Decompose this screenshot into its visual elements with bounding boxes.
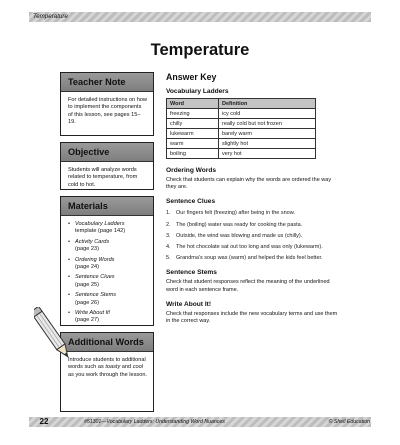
ordering-words-heading: Ordering Words (166, 167, 217, 174)
word-cell: chilly (167, 119, 219, 129)
sentence-stems-section (166, 269, 342, 293)
definition-cell: barely warm (219, 129, 316, 139)
sentence-stems-text: Check that student responses reflect the meaning of the underlined word in each sentence frame. (166, 279, 330, 293)
write-about-it-section (166, 301, 342, 325)
table-row (167, 119, 316, 129)
page-title: Temperature (150, 41, 250, 59)
page-number: 22 (39, 417, 49, 426)
word-cell: warm (167, 139, 219, 149)
materials-heading: Materials (61, 197, 153, 216)
materials-list (68, 221, 147, 325)
list-item: 4. The hot chocolate sat out too long and was only (lukewarm). (166, 244, 323, 251)
table-row (167, 109, 316, 119)
additional-words-box (60, 332, 154, 412)
write-about-it-text: Check that responses include the new vocabulary terms and use them in the correct way. (166, 310, 338, 325)
word-cell: freezing (167, 109, 219, 119)
objective-text: Students will analyze words related to temperature, from cold to hot. (68, 167, 138, 188)
write-about-it-heading: Write About It! (166, 300, 212, 308)
answer-key-heading: Answer Key (166, 72, 217, 82)
answer-key-section (166, 72, 342, 332)
column-header: Definition (219, 99, 316, 109)
definition-cell: slightly hot (219, 139, 316, 149)
definition-cell: really cold but not frozen (219, 119, 316, 129)
sidebar (60, 72, 154, 418)
additional-words-text: Introduce students to additional words such as toasty and cool as you work through the lesson. (68, 357, 147, 378)
definition-cell: very hot (219, 149, 316, 159)
list-item: 1. Our fingers felt (freezing) after being in the snow. (166, 210, 295, 217)
teacher-note-box (60, 72, 154, 136)
materials-box (60, 196, 154, 326)
vocab-table (166, 98, 316, 159)
table-row (167, 139, 316, 149)
objective-heading: Objective (61, 143, 153, 162)
definition-cell: icy cold (219, 109, 316, 119)
list-item: 5. Grandma's soup was (warm) and helped the kids feel better. (166, 255, 323, 262)
footer-credit: #51301—Vocabulary Ladders: Understanding Word Nuances (84, 419, 225, 425)
section-label: Temperature (33, 13, 68, 20)
materials-item: • Write About It! (page 27) (68, 310, 147, 325)
footer-publisher: © Shell Education (328, 419, 370, 425)
pencil-icon (34, 307, 74, 367)
ordering-words-text: Check that students can explain why the words are ordered the way they are. (166, 177, 332, 191)
table-row (167, 149, 316, 159)
word-cell: lukewarm (167, 129, 219, 139)
word-cell: boiling (167, 149, 219, 159)
column-header: Word (167, 99, 219, 109)
ordering-words-section (166, 167, 342, 191)
vocab-ladders-heading: Vocabulary Ladders (166, 88, 229, 95)
materials-item: • Sentence Stems (page 26) (68, 292, 147, 307)
sentence-clues-section (166, 198, 342, 262)
teacher-note-heading: Teacher Note (61, 73, 153, 92)
materials-item: • Ordering Words (page 24) (68, 257, 147, 272)
materials-item: • Activity Cards (page 23) (68, 239, 147, 254)
sentence-stems-heading: Sentence Stems (166, 269, 217, 277)
objective-box (60, 142, 154, 190)
list-item: 3. Outside, the wind was blowing and made us (chilly). (166, 232, 303, 239)
materials-item: • Vocabulary Ladders template (page 142) (68, 221, 147, 236)
section-header-bar (29, 12, 371, 22)
table-row (167, 129, 316, 139)
sentence-clues-heading: Sentence Clues (166, 198, 216, 206)
table-header-row (167, 99, 316, 109)
teacher-note-text: For detailed instructions on how to implement the components of this lesson, see pages 15–19. (68, 97, 147, 126)
materials-item: • Sentence Clues (page 25) (68, 274, 147, 289)
list-item: 2. The (boiling) water was ready for cooking the pasta. (166, 221, 303, 228)
sentence-clues-list (166, 210, 342, 262)
additional-words-heading: Additional Words (61, 333, 153, 352)
